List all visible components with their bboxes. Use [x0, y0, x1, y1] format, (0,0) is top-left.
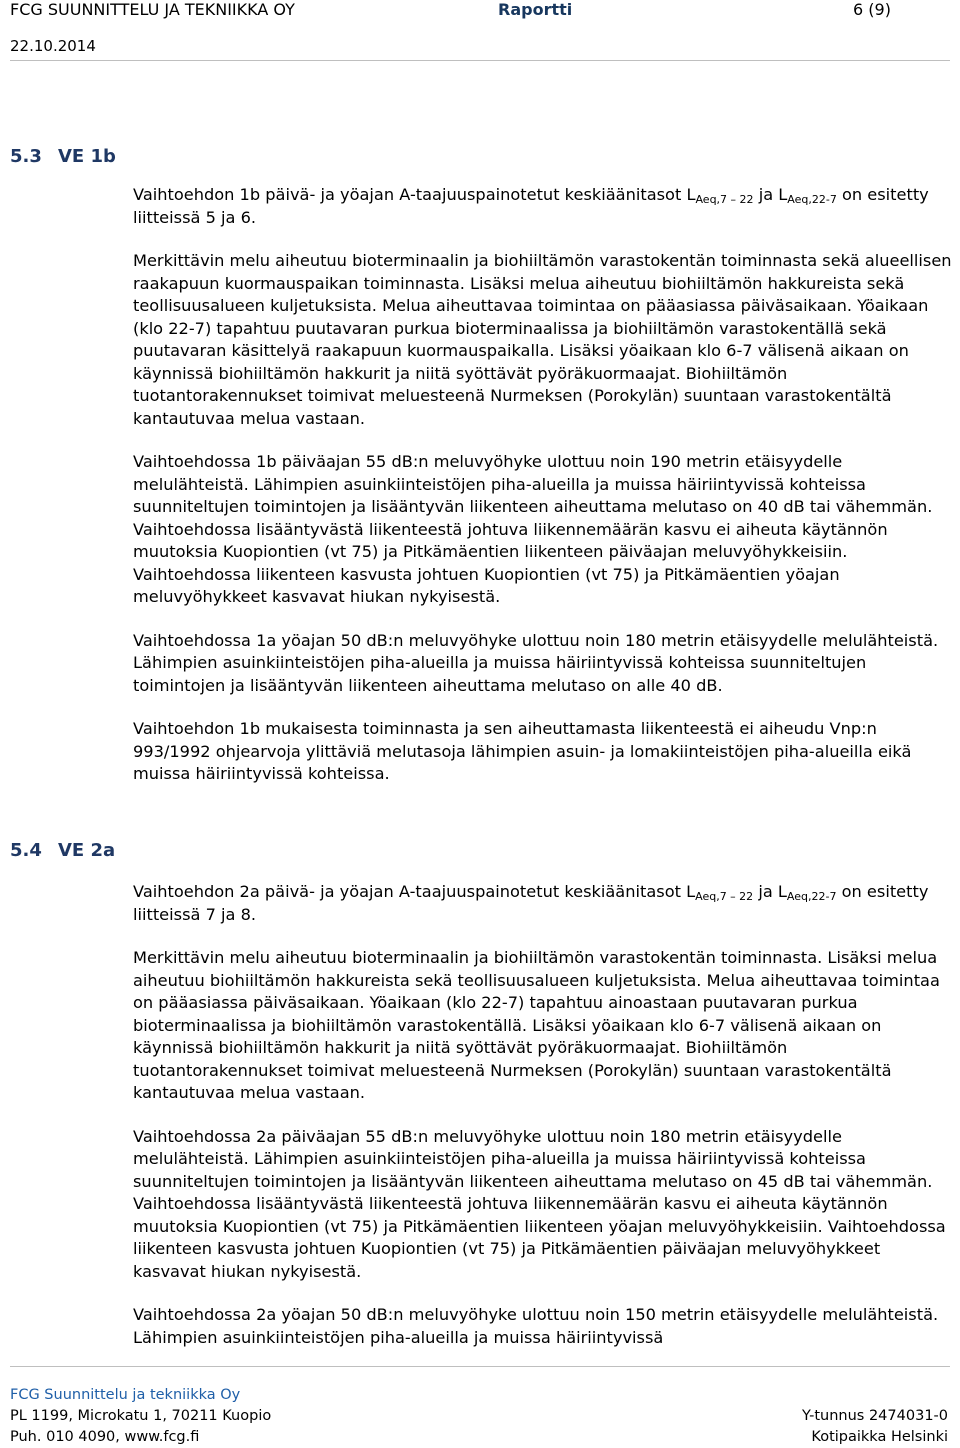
paragraph: Vaihtoehdossa 2a yöajan 50 dB:n meluvyöhyke ulottuu noin 150 metrin etäisyydelle melulähteistä. Lähimpien asuinkiinteistöjen piha-alueilla ja muissa häiriintyvissä: [133, 1305, 939, 1347]
paragraph: Vaihtoehdossa 1b päiväajan 55 dB:n meluvyöhyke ulottuu noin 190 metrin etäisyydelle melulähteistä. Lähimpien asuinkiinteistöjen piha-alueilla ja muissa häiriintyvissä kohteissa suunniteltujen toimintojen ja lisääntyvän liikenteen aiheuttama melutaso on 40 dB tai vähemmän. Vaihtoehdossa lisääntyvästä liikenteestä johtuva liikennemäärän kasvu ei aiheuta käytännön muutoksia Kuopiontien (vt 75) ja Pitkämäentien liikenteen päiväajan meluvyöhykkeisiin. Vaihtoehdossa liikenteen kasvusta johtuen Kuopiontien (vt 75) ja Pitkämäentien yöajan meluvyöhykkeet kasvavat hiukan nykyisestä.: [133, 452, 933, 606]
footer-divider: [10, 1366, 950, 1367]
section-number: 5.3: [10, 146, 42, 167]
header-doc-type: Raportti: [498, 0, 573, 19]
footer-domicile: Kotipaikka Helsinki: [811, 1429, 948, 1445]
section-heading-5-3: [10, 146, 116, 167]
footer-address: PL 1199, Microkatu 1, 70211 Kuopio: [10, 1408, 272, 1424]
intro-paragraph: Vaihtoehdon 2a päivä- ja yöajan A-taajuuspainotetut keskiäänitasot $L_{Aeq,7 - 22}$ ja $L_{Aeq,22-7}$ on esitetty liitteissä 7 ja 8.: [133, 882, 929, 924]
paragraph: Vaihtoehdossa 2a päiväajan 55 dB:n meluvyöhyke ulottuu noin 180 metrin etäisyydelle melulähteistä. Lähimpien asuinkiinteistöjen piha-alueilla ja muissa häiriintyvissä kohteissa suunniteltujen toimintojen ja lisääntyvän liikenteen aiheuttama melutaso on 45 dB tai vähemmän. Vaihtoehdossa lisääntyvästä liikenteestä johtuva liikennemäärän kasvu ei aiheuta käytännön muutoksia Kuopiontien (vt 75) ja Pitkämäentien liikenteen yöajan meluvyöhykkeisiin. Vaihtoehdossa liikenteen kasvusta johtuen Kuopiontien (vt 75) ja Pitkämäentien päiväajan meluvyöhykkeet kasvavat hiukan nykyisestä.: [133, 1126, 946, 1281]
paragraph: Merkittävin melu aiheutuu bioterminaalin ja biohiiltämön varastokentän toiminnasta sekä alueellisen raakapuun kuormauspaikan toiminnasta. Lisäksi melua aiheutuu biohiiltämön hakkureista sekä teollisuusalueen kuljetuksista. Melua aiheuttavaa toimintaa on pääasiassa päiväsaikaan. Yöaikaan (klo 22-7) tapahtuu puutavaran purkua bioterminaalissa ja biohiiltämön varastokentällä sekä puutavaran käsittelyä raakapuun kuormauspaikalla. Lisäksi yöaikaan klo 6-7 välisenä aikaan on käynnissä biohiiltämön hakkurit ja niitä syöttävät pyöräkuormaajat. Biohiiltämön tuotantorakennukset toimivat meluesteenä Nurmeksen (Porokylän) suuntaan varastokentältä kantautuvaa melua vastaan.: [133, 251, 952, 428]
footer-contact: Puh. 010 4090, www.fcg.fi: [10, 1429, 200, 1445]
header-divider: [10, 60, 950, 61]
section-body-5-3: [133, 184, 953, 807]
header-page-number: 6 (9): [853, 0, 891, 19]
section-title: VE 2a: [58, 840, 116, 861]
page-header: [0, 0, 960, 60]
footer-business-id: Y-tunnus 2474031-0: [801, 1408, 948, 1424]
section-number: 5.4: [10, 840, 42, 861]
intro-paragraph: Vaihtoehdon 1b päivä- ja yöajan A-taajuuspainotetut keskiäänitasot $L_{Aeq,7 - 22}$ ja $L_{Aeq,22-7}$ on esitetty liitteissä 5 ja 6.: [133, 185, 929, 227]
section-title: VE 1b: [58, 146, 116, 167]
paragraph: Vaihtoehdon 1b mukaisesta toiminnasta ja sen aiheuttamasta liikenteestä ei aiheudu Vnp:n 993/1992 ohjearvoja ylittäviä melutasoja lähimpien asuin- ja lomakiinteistöjen piha-alueilla eikä muissa häiriintyvissä kohteissa.: [133, 719, 912, 783]
header-date: 22.10.2014: [10, 37, 96, 55]
paragraph: Vaihtoehdossa 1a yöajan 50 dB:n meluvyöhyke ulottuu noin 180 metrin etäisyydelle melulähteistä. Lähimpien asuinkiinteistöjen piha-alueilla ja muissa häiriintyvissä kohteissa suunniteltujen toimintojen ja lisääntyvän liikenteen aiheuttama melutaso on alle 40 dB.: [133, 630, 939, 695]
header-company: FCG SUUNNITTELU JA TEKNIIKKA OY: [10, 0, 295, 19]
paragraph: Merkittävin melu aiheutuu bioterminaalin ja biohiiltämön varastokentän toiminnasta. Lisäksi melua aiheutuu biohiiltämön hakkureista sekä teollisuusalueen kuljetuksista. Melua aiheuttavaa toimintaa on pääasiassa päiväsaikaan. Yöaikaan (klo 22-7) tapahtuu ainoastaan puutavaran purkua bioterminaalissa ja biohiiltämön varastokentällä. Lisäksi yöaikaan klo 6-7 välisenä aikaan on käynnissä biohiiltämön hakkurit ja niitä syöttävät pyöräkuormaajat. Biohiiltämön tuotantorakennukset toimivat meluesteenä Nurmeksen (Porokylän) suuntaan varastokentältä kantautuvaa melua vastaan.: [133, 948, 940, 1102]
section-body-5-4: [133, 881, 953, 1370]
page-footer: [10, 1366, 950, 1445]
section-heading-5-4: [10, 840, 115, 861]
footer-company: FCG Suunnittelu ja tekniikka Oy: [10, 1387, 241, 1403]
